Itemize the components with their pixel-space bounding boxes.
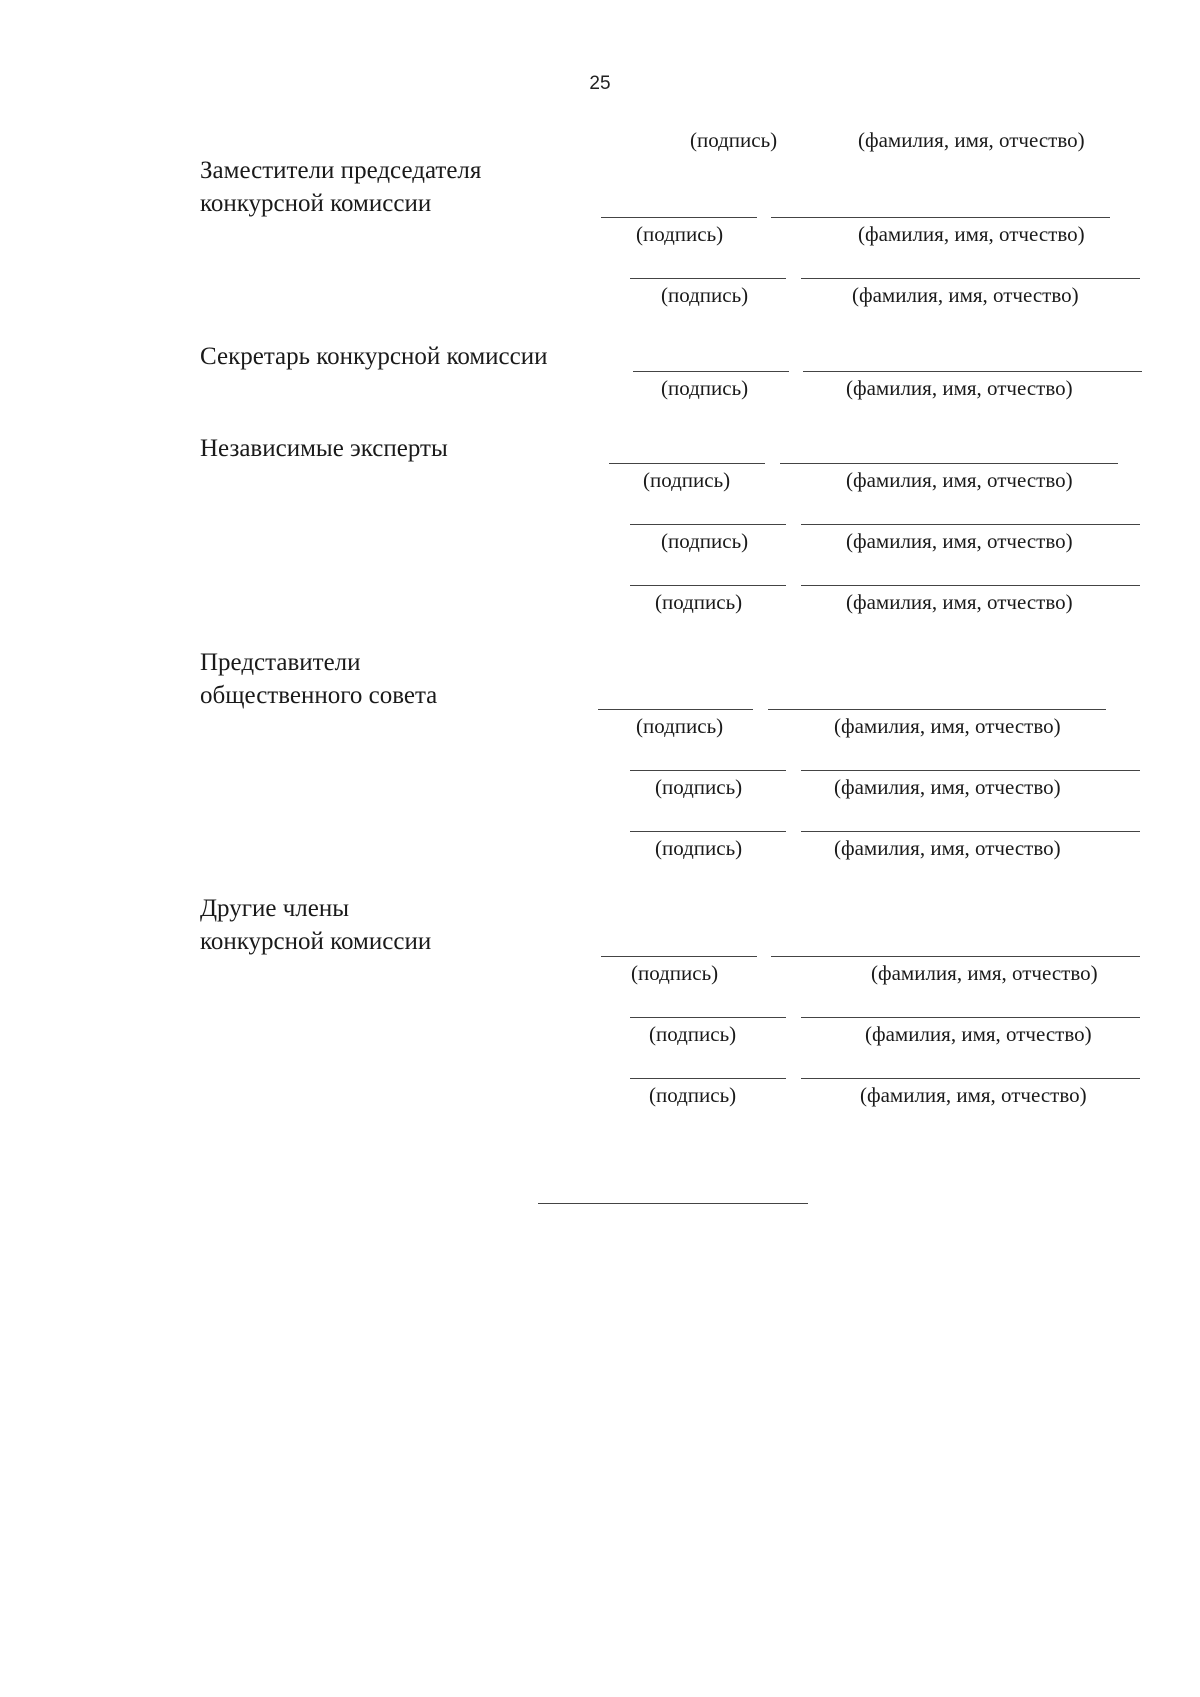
signature-line — [609, 463, 765, 464]
section-label-line: Независимые эксперты — [200, 435, 448, 462]
name-line — [801, 524, 1140, 525]
page-number: 25 — [589, 73, 611, 94]
name-caption: (фамилия, имя, отчество) — [852, 283, 1079, 307]
name-line — [801, 831, 1140, 832]
signature-caption: (подпись) — [661, 283, 749, 307]
section-label-line: конкурсной комиссии — [200, 190, 432, 217]
name-line — [771, 956, 1140, 957]
signature-line — [601, 217, 757, 218]
signature-caption: (подпись) — [631, 961, 719, 985]
section-label-line: общественного совета — [200, 682, 438, 709]
signature-caption: (подпись) — [643, 468, 731, 492]
signature-line — [598, 709, 753, 710]
name-line — [801, 1017, 1140, 1018]
signature-line — [630, 585, 786, 586]
name-line — [801, 585, 1140, 586]
section-label-line: конкурсной комиссии — [200, 928, 432, 955]
section-label-public-council — [200, 646, 437, 712]
signature-caption: (подпись) — [655, 590, 743, 614]
name-caption: (фамилия, имя, отчество) — [834, 775, 1061, 799]
signature-caption: (подпись) — [655, 775, 743, 799]
name-caption: (фамилия, имя, отчество) — [858, 128, 1085, 152]
signature-line — [630, 1078, 786, 1079]
signature-caption: (подпись) — [655, 836, 743, 860]
name-line — [803, 371, 1142, 372]
signature-line — [601, 956, 757, 957]
signature-caption: (подпись) — [636, 222, 724, 246]
section-label-deputy-chairs — [200, 154, 481, 220]
signature-line — [630, 1017, 786, 1018]
section-label-line: Представители — [200, 649, 361, 676]
signature-caption: (подпись) — [690, 128, 778, 152]
name-line — [801, 1078, 1140, 1079]
name-caption: (фамилия, имя, отчество) — [846, 376, 1073, 400]
name-caption: (фамилия, имя, отчество) — [834, 714, 1061, 738]
name-line — [801, 770, 1140, 771]
name-line — [768, 709, 1106, 710]
section-label-independent-experts — [200, 432, 448, 465]
signature-caption: (подпись) — [649, 1022, 737, 1046]
end-divider — [538, 1203, 808, 1204]
name-caption: (фамилия, имя, отчество) — [846, 590, 1073, 614]
name-caption: (фамилия, имя, отчество) — [834, 836, 1061, 860]
name-caption: (фамилия, имя, отчество) — [846, 468, 1073, 492]
signature-line — [630, 524, 786, 525]
name-line — [801, 278, 1140, 279]
section-label-other-members — [200, 892, 431, 958]
signature-caption: (подпись) — [636, 714, 724, 738]
section-label-secretary — [200, 340, 548, 373]
signature-caption: (подпись) — [661, 529, 749, 553]
signature-line — [630, 770, 786, 771]
name-caption: (фамилия, имя, отчество) — [846, 529, 1073, 553]
name-caption: (фамилия, имя, отчество) — [865, 1022, 1092, 1046]
name-caption: (фамилия, имя, отчество) — [871, 961, 1098, 985]
section-label-line: Другие члены — [200, 895, 350, 922]
signature-line — [630, 831, 786, 832]
name-line — [771, 217, 1110, 218]
signature-caption: (подпись) — [661, 376, 749, 400]
name-line — [780, 463, 1118, 464]
name-caption: (фамилия, имя, отчество) — [860, 1083, 1087, 1107]
section-label-line: Заместители председателя — [200, 157, 482, 184]
signature-line — [630, 278, 786, 279]
signature-line — [633, 371, 789, 372]
section-label-line: Секретарь конкурсной комиссии — [200, 343, 548, 370]
signature-caption: (подпись) — [649, 1083, 737, 1107]
name-caption: (фамилия, имя, отчество) — [858, 222, 1085, 246]
